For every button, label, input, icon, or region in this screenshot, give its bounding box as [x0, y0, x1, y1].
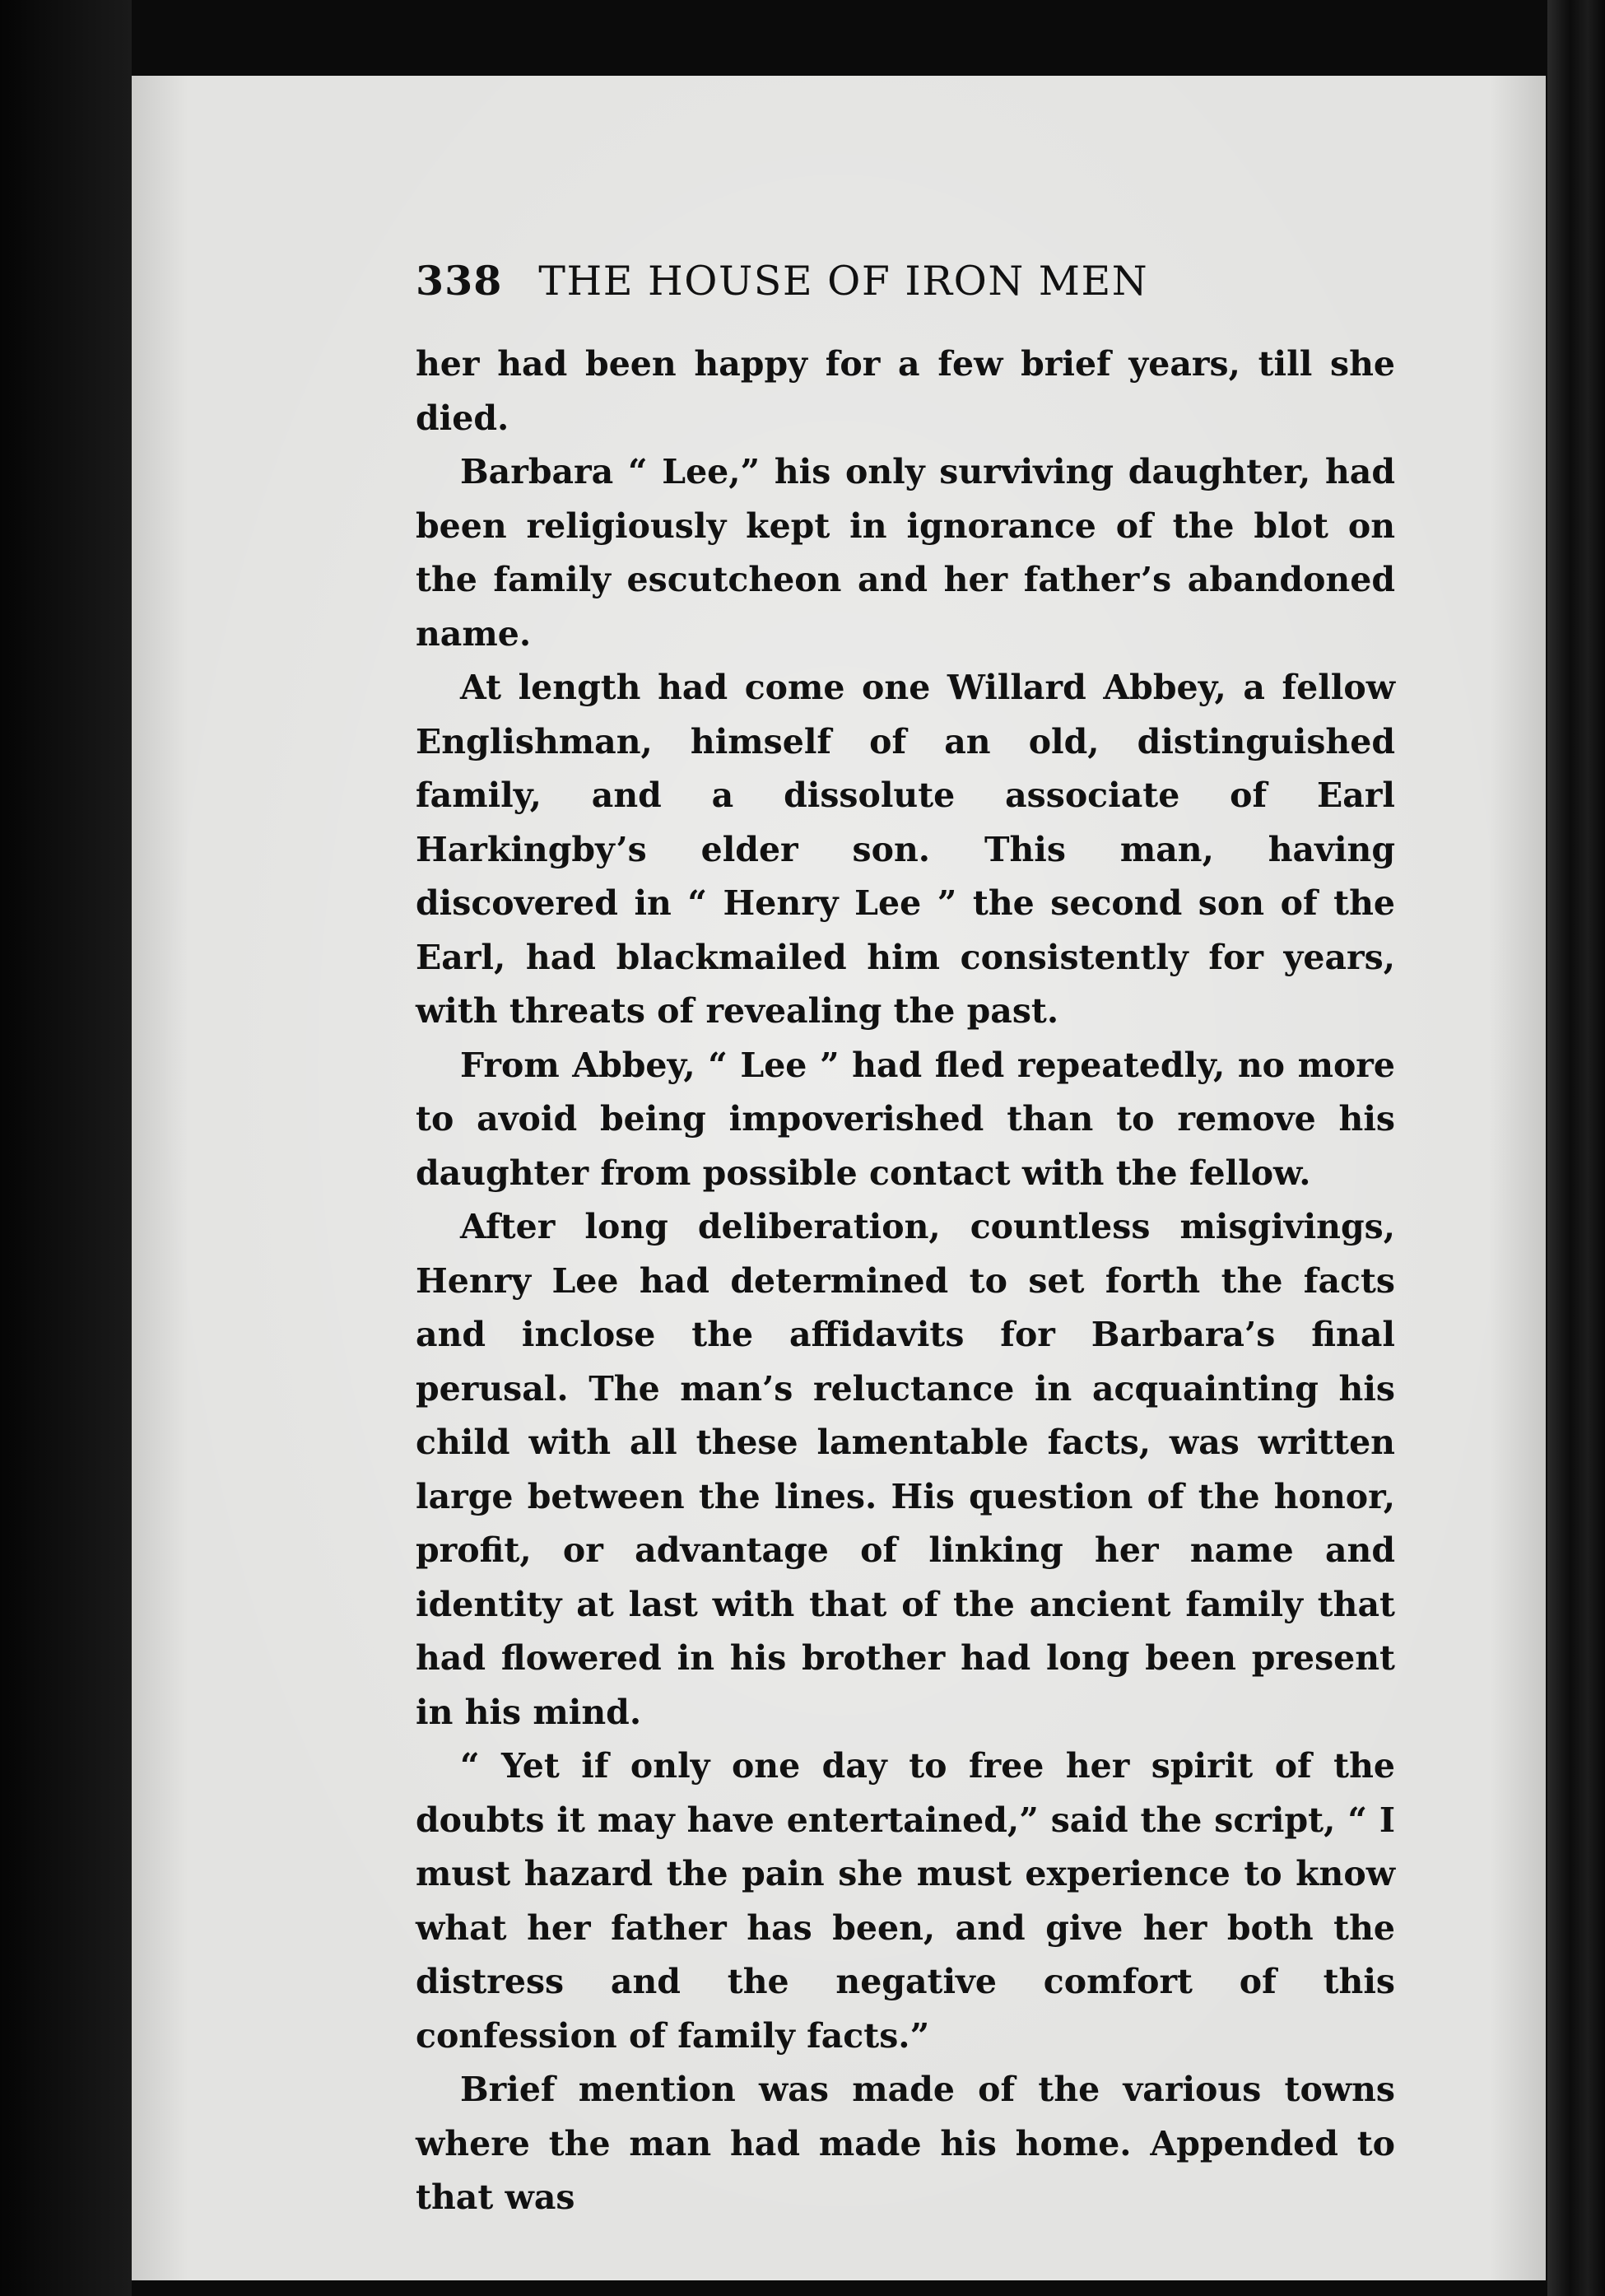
page-number: 338: [416, 257, 503, 305]
paragraph-6: “ Yet if only one day to free her spirit of the doubts it may have entertained,” said the script, “ I must hazard the pain she must experience to know what her father has been, and give her both the distress and the negative comfort of this confession of family facts.”: [416, 1746, 1395, 2056]
paragraph-4: From Abbey, “ Lee ” had fled repeatedly, no more to avoid being impoverished than to remove his daughter from possible contact with the fellow.: [416, 1045, 1395, 1193]
body-text: [416, 338, 1395, 2225]
running-head: THE HOUSE OF IRON MEN: [538, 258, 1149, 305]
page-header: [416, 257, 1395, 323]
scan-border-left: [0, 0, 132, 2296]
paragraph-1: her had been happy for a few brief years, till she died.: [416, 344, 1395, 438]
paragraph-3: At length had come one Willard Abbey, a fellow Englishman, himself of an old, distinguished family, and a dissolute associate of Earl Harkingby’s elder son. This man, having discovered in “ Henry Lee ” the second son of the Earl, had blackmailed him consistently for years, with threats of revealing the past.: [416, 668, 1395, 1031]
paragraph-2: Barbara “ Lee,” his only surviving daughter, had been religiously kept in ignorance of the blot on the family escutcheon and her father’s abandoned name.: [416, 452, 1395, 654]
scan-border-right: [1547, 0, 1605, 2296]
paragraph-7: Brief mention was made of the various towns where the man had made his home. Appended to that was: [416, 2070, 1395, 2217]
paragraph-5: After long deliberation, countless misgivings, Henry Lee had determined to set forth the facts and inclose the affidavits for Barbara’s final perusal. The man’s reluctance in acquainting his child with all these lamentable facts, was written large between the lines. His question of the honor, profit, or advantage of linking her name and identity at last with that of the ancient family that had flowered in his brother had long been present in his mind.: [416, 1207, 1395, 1732]
